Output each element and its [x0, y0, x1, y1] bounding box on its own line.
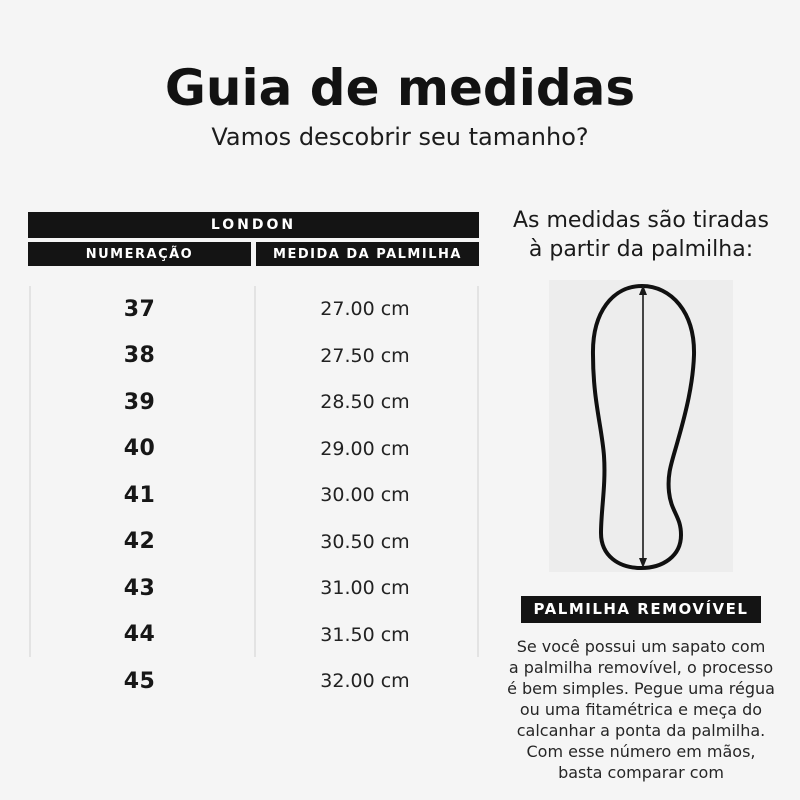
- measurement-description: [491, 636, 791, 783]
- insole-length-cell: 30.00 cm: [320, 484, 410, 507]
- column-header-numeracao: NUMERAÇÃO: [28, 242, 251, 266]
- description-line: Com esse número em mãos,: [526, 742, 756, 761]
- size-cell: 38: [123, 343, 156, 369]
- table-column-divider-line: [254, 286, 256, 657]
- insole-length-cell: 32.00 cm: [320, 670, 410, 693]
- measurement-heading-line: à partir da palmilha:: [528, 237, 754, 262]
- size-table: [28, 212, 479, 705]
- length-arrow-icon: [639, 285, 647, 568]
- size-table-body: [28, 286, 479, 705]
- removable-insole-badge: PALMILHA REMOVÍVEL: [521, 596, 762, 623]
- page-subtitle: Vamos descobrir seu tamanho?: [211, 123, 589, 151]
- measurement-heading: [491, 206, 791, 264]
- size-cell: 37: [123, 296, 156, 322]
- table-right-border-line: [477, 286, 479, 657]
- description-line: é bem simples. Pegue uma régua: [507, 679, 775, 698]
- size-cell: 42: [123, 529, 156, 555]
- insole-length-cell: 30.50 cm: [320, 530, 410, 553]
- page-title: Guia de medidas: [164, 59, 636, 117]
- description-line: ou uma fitamétrica e meça do: [519, 700, 763, 719]
- insole-diagram: [549, 280, 733, 572]
- insole-length-cell: 27.00 cm: [320, 298, 410, 321]
- insole-length-cell: 28.50 cm: [320, 391, 410, 414]
- insole-length-cell: 29.00 cm: [320, 437, 410, 460]
- description-line: basta comparar com: [558, 763, 724, 782]
- size-cell: 40: [123, 436, 156, 462]
- size-cell: 45: [123, 668, 156, 694]
- size-cell: 41: [123, 482, 156, 508]
- page-header: [0, 60, 800, 152]
- brand-header-bar: LONDON: [28, 212, 479, 238]
- column-header-row: [28, 242, 479, 266]
- insole-outline-icon: [549, 280, 733, 572]
- size-cell: 39: [123, 389, 156, 415]
- table-left-border-line: [29, 286, 31, 657]
- insole-length-cell: 31.50 cm: [320, 623, 410, 646]
- description-line: calcanhar a ponta da palmilha.: [516, 721, 766, 740]
- description-line: a palmilha removível, o processo: [508, 658, 774, 677]
- measurement-info-panel: [491, 206, 791, 783]
- column-header-medida-palmilha: MEDIDA DA PALMILHA: [256, 242, 479, 266]
- table-row: [28, 658, 479, 705]
- size-cell: 44: [123, 622, 156, 648]
- size-cell: 43: [123, 575, 156, 601]
- measurement-heading-line: As medidas são tiradas: [512, 208, 770, 233]
- insole-length-cell: 27.50 cm: [320, 344, 410, 367]
- insole-length-cell: 31.00 cm: [320, 577, 410, 600]
- description-line: Se você possui um sapato com: [516, 637, 766, 656]
